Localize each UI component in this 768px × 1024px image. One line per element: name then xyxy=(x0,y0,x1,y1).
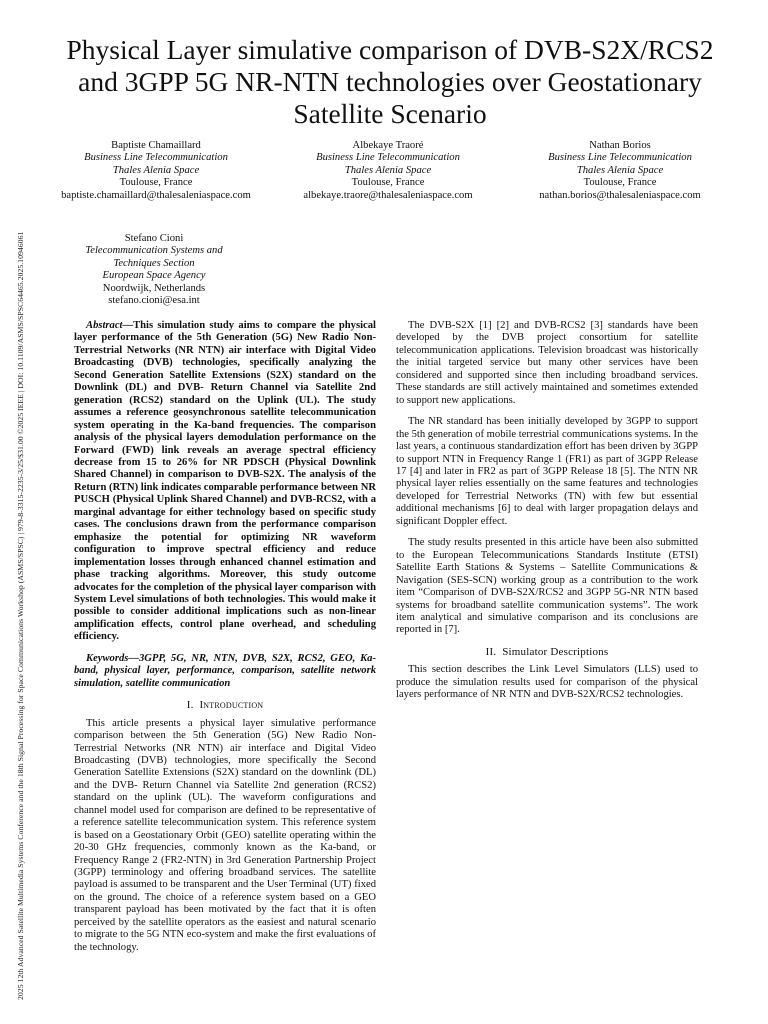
section-number: I. xyxy=(186,699,194,712)
author-email[interactable]: baptiste.chamaillard@thalesaleniaspace.com xyxy=(61,189,251,201)
keywords-label: Keywords— xyxy=(86,652,139,664)
right-column xyxy=(396,320,698,711)
abstract-label: Abstract— xyxy=(86,320,134,331)
author-org: Thales Alenia Space xyxy=(112,164,200,176)
section-number: II. xyxy=(485,645,497,658)
doi-sidebar: 2025 12th Advanced Satellite Multimedia Systems Conference and the 18th Signal Processing for Space Communications Workshop (ASMS/SPSC) | 979-8-3315-2235-3/25/$31.00 ©2025 IEEE | DOI: 10.1109/ASMS/SPSC64465.2025.10946061 xyxy=(16,231,25,1000)
author-location: Toulouse, France xyxy=(119,177,193,189)
intro-paragraph-3: The NR standard has been initially developed by 3GPP to support the 5th generation of mobile terrestrial communications systems. In the last years, a continuous standardization effort has been driven by 3GPP to support NTN in Frequency Range 1 (FR1) as part of 3GPP Release 17 [4] and later in FR2 as part of 3GPP Release 18 [5]. The NTN NR physical layer relies essentially on the same features and technologies developed for Terrestrial Networks (TN) with few but essential additional mechanisms [6] to deal with larger propagation delays and significant Doppler effect. xyxy=(396,416,698,527)
section-title: Introduction xyxy=(199,699,264,712)
author-email[interactable]: stefano.cioni@esa.int xyxy=(108,295,200,307)
author-name: Albekaye Traoré xyxy=(352,140,424,151)
keywords xyxy=(74,653,376,690)
left-column xyxy=(74,320,376,963)
section-heading-introduction xyxy=(74,699,376,711)
author-location: Noordwijk, Netherlands xyxy=(102,282,206,294)
author-org: Thales Alenia Space xyxy=(344,164,432,176)
author-org: Thales Alenia Space xyxy=(576,164,664,176)
author-name: Baptiste Chamaillard xyxy=(111,140,201,151)
author-name: Stefano Cioni xyxy=(124,233,184,244)
author-org: European Space Agency xyxy=(102,270,206,282)
intro-paragraph-2: The DVB-S2X [1] [2] and DVB-RCS2 [3] standards have been developed by the DVB project consortium for satellite telecommunication applications. Television broadcast was historically the initial targeted service but many other services have been considered and supported since then including broadband services. These standards are still actively maintained and sometimes extended to support new applications. xyxy=(396,320,698,406)
author-dept: Telecommunication Systems and Techniques Section xyxy=(85,245,223,269)
keywords-text: 3GPP, 5G, NR, NTN, DVB, S2X, RCS2, GEO, Ka-band, physical layer, performance, comparison, satellite network simulation, satellite communication xyxy=(74,652,376,689)
author-email[interactable]: albekaye.traore@thalesaleniaspace.com xyxy=(303,189,473,201)
abstract xyxy=(74,320,376,644)
author-block-3 xyxy=(504,140,736,202)
paper-title: Physical Layer simulative comparison of DVB-S2X/RCS2 and 3GPP 5G NR-NTN technologies over Geostationary Satellite Scenario xyxy=(66,34,714,129)
author-block-4 xyxy=(72,233,236,307)
author-email[interactable]: nathan.borios@thalesaleniaspace.com xyxy=(539,189,701,201)
intro-paragraph-1: This article presents a physical layer simulative performance comparison between the 5th Generation (5G) New Radio Non-Terrestrial Networks (NR NTN) air interface and Digital Video Broadcasting (DVB) technologies, more specifically the Second Generation Satellite Extensions (S2X) standard on the downlink (DL) and the DVB- Return Channel via Satellite 2nd generation (RCS2) standard on the uplink (UL). The waveform configurations and channel model used for comparison are defined to be representative of a reference satellite telecommunication system. This reference system is based on a Geostationary Orbit (GEO) satellite operating within the 20-30 GHz frequencies, commonly known as the Ka-band, or Frequency Range 2 (FR2-NTN) in 3rd Generation Partnership Project (3GPP) terminology and offering broadband services. The satellite payload is assumed to be transparent and the User Terminal (UT) fixed on the ground. The choice of a reference system based on a GEO transparent payload has been motivated by the fact that it is often perceived by the satellite operators as the easiest and natural scenario to migrate to the 5G NTN eco-system and make the first evaluations of the technology. xyxy=(74,717,376,953)
abstract-text: This simulation study aims to compare the physical layer performance of the 5th Generation (5G) New Radio Non-Terrestrial Networks (NR NTN) air interface with Digital Video Broadcasting (DVB) technologies, specifically analyzing the Second Generation Satellite Extensions (S2X) standard on the Downlink (DL) and DVB- Return Channel via Satellite 2nd generation (RCS2) standard on the Uplink (UL). The study assumes a reference geosynchronous satellite telecommunication system operating in the Ka-band frequencies. The comparison analysis of the physical layers demodulation performance on the Forward (FWD) link reveals an average spectral efficiency decrease from 15 to 26% for NR PDSCH (Physical Downlink Shared Channel) in comparison to DVB-S2X. The analysis of the Return (RTN) link indicates comparable performance between NR PUSCH (Physical Uplink Shared Channel) and DVB-RCS2, with a marginal advantage for either technology based on specific study cases. The conclusions drawn from the performance comparison emphasize the potential for optimizing NR waveform configuration to improve spectral efficiency and reduce implementation losses through enhanced channel estimation and phase tracking algorithms. Moreover, this study outcome advocates for the completion of the physical layer comparison with System Level simulations of both technologies. This would make it possible to consider additional implications such as non-linear amplification effects, control plane overhead, and scheduling efficiency. xyxy=(74,320,376,643)
author-dept: Business Line Telecommunication xyxy=(548,152,692,164)
author-dept: Business Line Telecommunication xyxy=(84,152,228,164)
intro-paragraph-4: The study results presented in this article have been also submitted to the European Telecommunications Standards Institute (ETSI) Satellite Earth Stations & Systems – Satellite Communications & Navigation (SES-SCN) working group as a contribution to the work item “Comparison of DVB-S2X/RCS2 and 3GPP 5G-NR NTN based systems for broadband satellite communication systems”. The work item analytical and simulative comparison and its conclusions are reported in [7]. xyxy=(396,537,698,636)
simulator-paragraph-1: This section describes the Link Level Simulators (LLS) used to produce the simulation results used for comparison of the physical layers performance of NR NTN and DVB-S2X/RCS2 technologies. xyxy=(396,664,698,701)
section-heading-simulator xyxy=(396,646,698,658)
section-title: Simulator Descriptions xyxy=(502,645,609,658)
author-block-1 xyxy=(40,140,272,202)
author-location: Toulouse, France xyxy=(583,177,657,189)
author-dept: Business Line Telecommunication xyxy=(316,152,460,164)
author-location: Toulouse, France xyxy=(351,177,425,189)
author-name: Nathan Borios xyxy=(589,140,651,151)
author-block-2 xyxy=(272,140,504,202)
